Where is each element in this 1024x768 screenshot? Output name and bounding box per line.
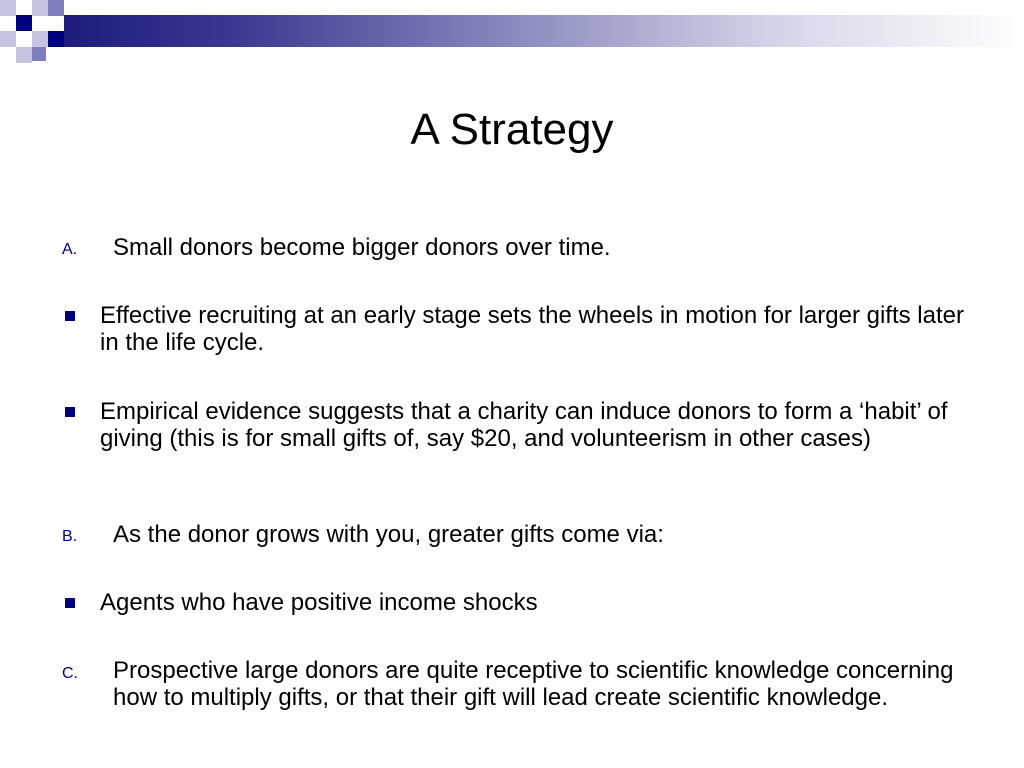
item-text-b: As the donor grows with you, greater gifts come via:: [113, 521, 664, 548]
square-bullet-icon: [65, 598, 75, 608]
square-bullet-icon: [65, 311, 75, 321]
item-text-a: Small donors become bigger donors over time.: [113, 234, 611, 261]
item-text-bullet-2: Empirical evidence suggests that a charity can induce donors to form a ‘habit’ of giving (this is for small gifts of, say $20, and volunteerism in other cases): [100, 398, 948, 452]
item-marker-c: C.: [62, 665, 78, 682]
item-text-bullet-1: Effective recruiting at an early stage sets the wheels in motion for larger gifts later in the life cycle.: [100, 302, 964, 356]
header-gradient-bar: [64, 15, 1024, 47]
item-marker-a: A.: [62, 241, 78, 258]
square-bullet-icon: [65, 407, 75, 417]
item-text-bullet-3: Agents who have positive income shocks: [100, 589, 538, 616]
item-text-c: Prospective large donors are quite receptive to scientific knowledge concerning how to multiply gifts, or that their gift will lead create scientific knowledge.: [113, 657, 954, 711]
slide-title: A Strategy: [410, 105, 614, 154]
item-marker-b: B.: [62, 528, 78, 545]
